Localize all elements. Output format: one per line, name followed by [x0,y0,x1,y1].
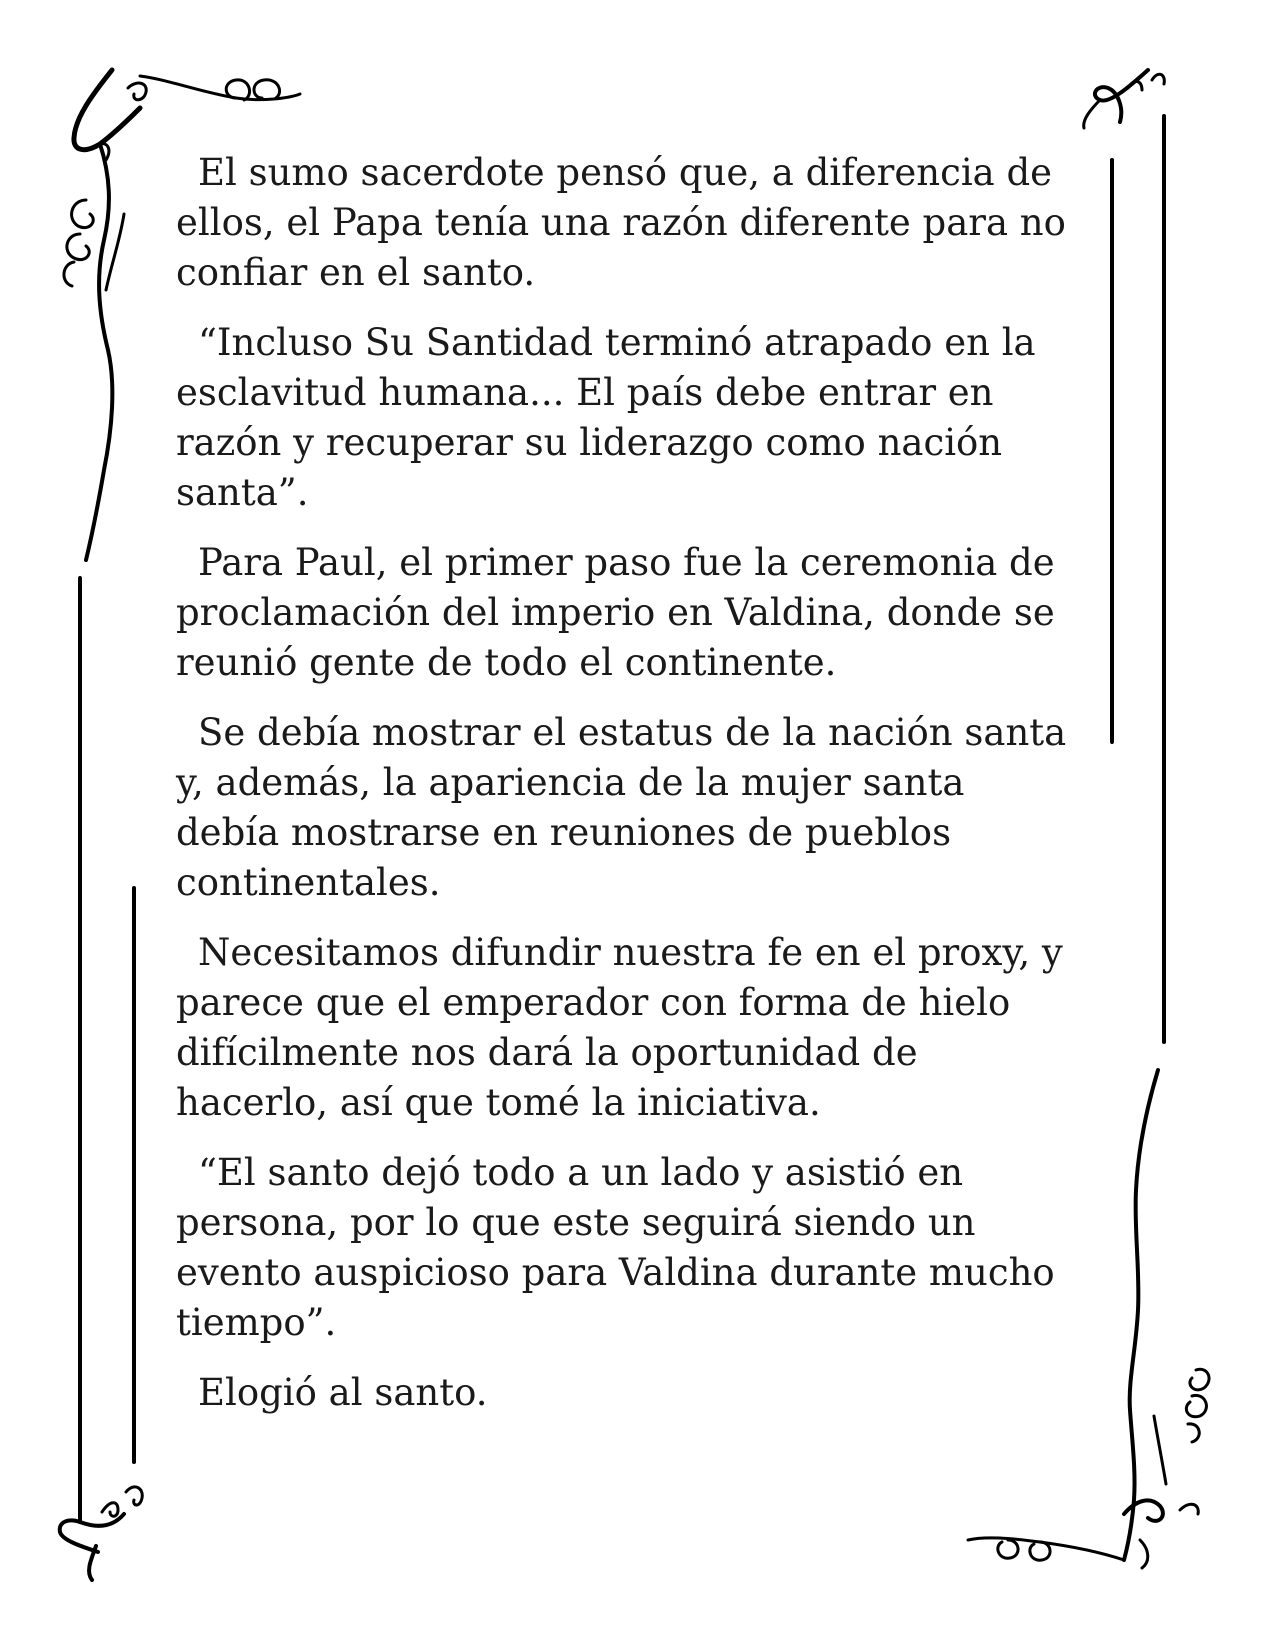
paragraph: “Incluso Su Santidad terminó atrapado en la esclavitud humana... El país debe entrar en razón y recuperar su liderazgo como nación santa”. [176,321,1036,514]
body-text [176,148,1096,1438]
top-right-flourish-icon [1084,70,1165,128]
paragraph: Elogió al santo. [198,1371,488,1414]
bottom-left-flourish-icon [60,1487,143,1580]
paragraph: Para Paul, el primer paso fue la ceremonia de proclamación del imperio en Valdina, donde se reunió gente de todo el continente. [176,541,1055,684]
paragraph: Se debía mostrar el estatus de la nación santa y, además, la apariencia de la mujer santa debía mostrarse en reuniones de pueblos continentales. [176,711,1067,904]
paragraph: Necesitamos difundir nuestra fe en el proxy, y parece que el emperador con forma de hielo difícilmente nos dará la oportunidad de hacerlo, así que tomé la iniciativa. [176,931,1063,1124]
paragraph: El sumo sacerdote pensó que, a diferencia de ellos, el Papa tenía una razón diferente para no confiar en el santo. [176,151,1066,294]
paragraph: “El santo dejó todo a un lado y asistió en persona, por lo que este seguirá siendo un evento auspicioso para Valdina durante mucho tiempo”. [176,1151,1055,1344]
